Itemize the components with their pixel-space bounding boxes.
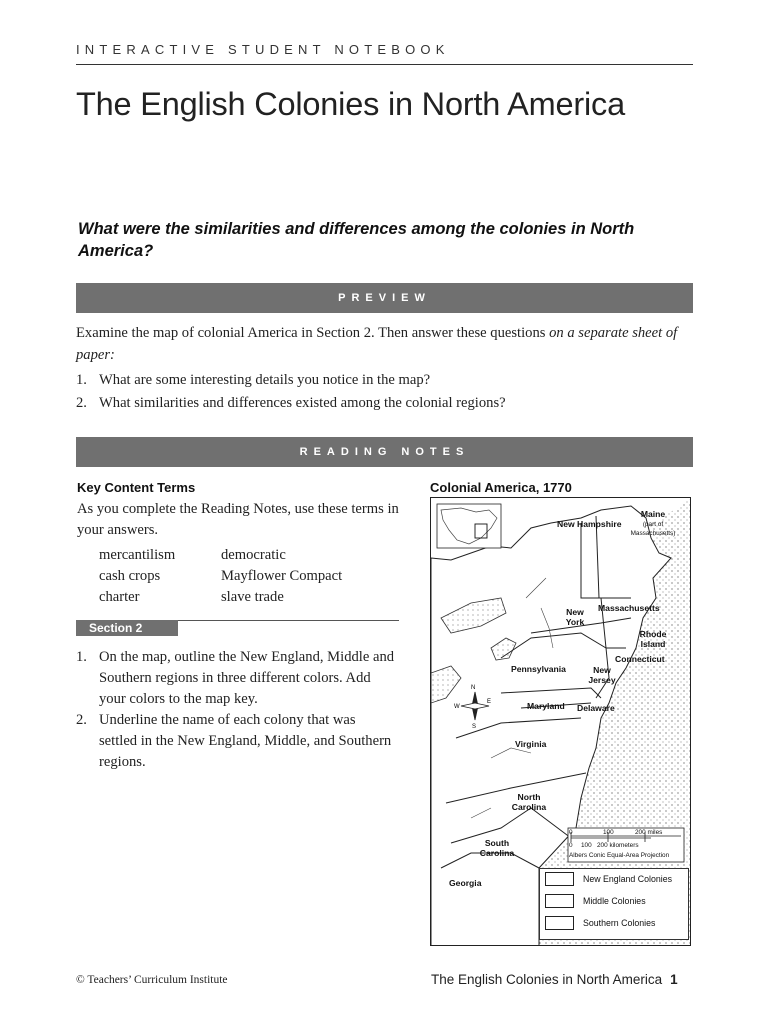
notebook-kicker: INTERACTIVE STUDENT NOTEBOOK — [76, 42, 450, 57]
list-item: 2. What similarities and differences existed among the colonial regions? — [76, 395, 506, 411]
key-row: Middle Colonies — [545, 893, 646, 909]
compass-e: E — [487, 699, 492, 705]
label-rhode-island: Rhode Island — [639, 629, 667, 649]
header-rule — [76, 64, 693, 65]
label-massachusetts: Massachusetts — [598, 603, 660, 613]
label-new-york: New York — [565, 607, 585, 627]
compass-w: W — [454, 704, 460, 710]
page-title: The English Colonies in North America — [76, 86, 625, 122]
map-title: Colonial America, 1770 — [430, 480, 572, 495]
term: charter — [99, 589, 140, 605]
list-item: 2. Underline the name of each colony that was settled in the New England, Middle, and Southern regions. — [76, 712, 392, 770]
preview-intro — [76, 322, 686, 366]
term: Mayflower Compact — [221, 568, 343, 584]
scale-km-200: 200 kilometers — [597, 842, 639, 849]
reading-notes-bar: READING NOTES — [76, 437, 693, 467]
term: democratic — [221, 547, 286, 563]
map-key — [539, 868, 689, 940]
term-row — [99, 545, 342, 566]
scale-miles-100: 100 — [603, 829, 614, 836]
label-south-carolina: South Carolina — [479, 838, 515, 858]
term-row — [99, 566, 342, 587]
key-row: New England Colonies — [545, 871, 672, 887]
term: cash crops — [99, 568, 161, 584]
key-swatch-southern[interactable] — [545, 916, 574, 930]
term: mercantilism — [99, 547, 176, 563]
label-pennsylvania: Pennsylvania — [511, 664, 566, 674]
scale-miles-0: 0 — [569, 829, 573, 836]
compass-s: S — [472, 724, 477, 730]
label-maryland: Maryland — [527, 701, 565, 711]
label-virginia: Virginia — [515, 739, 547, 749]
list-item: 1. On the map, outline the New England, Middle and Southern regions in three different colors. Add your colors to the map key. — [76, 649, 395, 707]
term-row — [99, 587, 342, 608]
colonial-map — [430, 497, 691, 946]
list-item: 1. What are some interesting details you notice in the map? — [76, 372, 431, 388]
compass-n: N — [471, 685, 476, 691]
essential-question: What were the similarities and differences among the colonies in North America? — [78, 220, 635, 260]
preview-bar: PREVIEW — [76, 283, 693, 313]
label-connecticut: Connecticut — [615, 654, 665, 664]
footer-copyright: © Teachers’ Curriculum Institute — [76, 974, 228, 986]
key-swatch-new-england[interactable] — [545, 872, 574, 886]
key-terms-list — [99, 545, 342, 608]
key-terms-intro: As you complete the Reading Notes, use these terms in your answers. — [77, 501, 399, 538]
preview-question-list — [76, 369, 686, 415]
term: slave trade — [221, 589, 284, 605]
page-number: 1 — [670, 972, 678, 987]
preview-intro-italic: on a separate sheet of paper: — [76, 325, 678, 363]
label-new-hampshire: New Hampshire — [557, 519, 622, 529]
section-2-tasks — [76, 647, 396, 773]
key-swatch-middle[interactable] — [545, 894, 574, 908]
label-delaware: Delaware — [577, 703, 615, 713]
key-row: Southern Colonies — [545, 915, 655, 931]
scale-km-0: 0 — [569, 842, 573, 849]
label-north-carolina: North Carolina — [511, 792, 547, 812]
label-new-jersey: New Jersey — [588, 665, 616, 685]
map-projection: Albers Conic Equal-Area Projection — [569, 852, 670, 859]
section-2-tab: Section 2 — [76, 620, 178, 636]
footer-running-title: The English Colonies in North America 1 — [431, 972, 678, 987]
label-maine: Maine (part of Massachusetts) — [630, 509, 676, 537]
key-terms-heading: Key Content Terms — [77, 480, 196, 495]
scale-km-100: 100 — [581, 842, 592, 849]
scale-miles-200: 200 miles — [635, 829, 663, 836]
preview-intro-text: Examine the map of colonial America in Section 2. Then answer these questions — [76, 325, 546, 341]
label-georgia: Georgia — [449, 878, 482, 888]
